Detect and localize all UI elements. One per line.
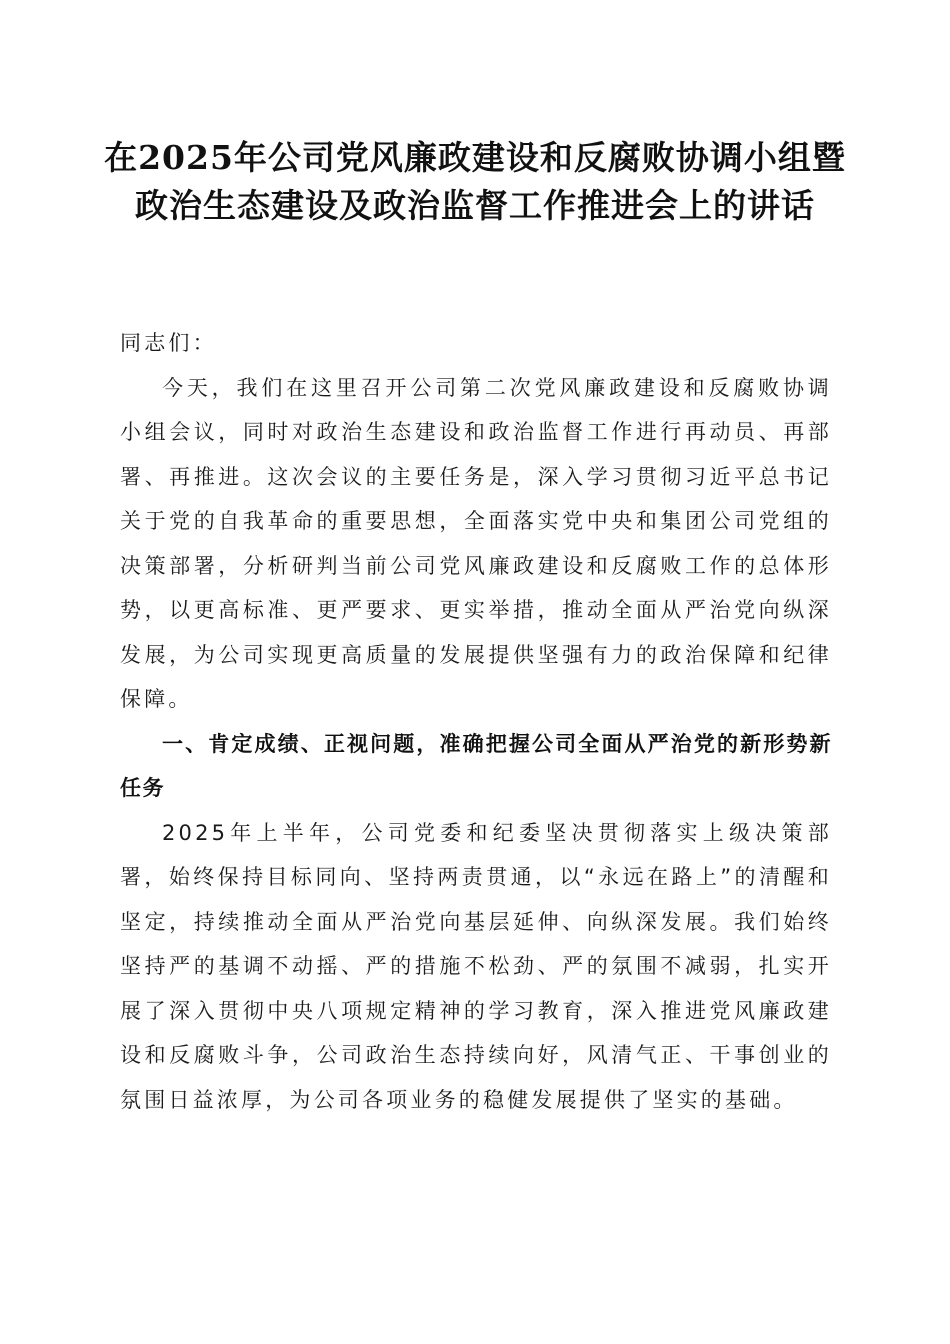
paragraph-section-1: 2025年上半年，公司党委和纪委坚决贯彻落实上级决策部署，始终保持目标同向、坚持两责贯通，以“永远在路上”的清醒和坚定，持续推动全面从严治党向基层延伸、向纵深发展。我们始终坚持严的基调不动摇、严的措施不松劲、严的氛围不减弱，扎实开展了深入贯彻中央八项规定精神的学习教育，深入推进党风廉政建设和反腐败斗争，公司政治生态持续向好，风清气正、干事创业的氛围日益浓厚，为公司各项业务的稳健发展提供了坚实的基础。 (120, 820, 832, 1112)
paragraph-intro: 今天，我们在这里召开公司第二次党风廉政建设和反腐败协调小组会议，同时对政治生态建设和政治监督工作进行再动员、再部署、再推进。这次会议的主要任务是，深入学习贯彻习近平总书记关于党的自我革命的重要思想，全面落实党中央和集团公司党组的决策部署，分析研判当前公司党风廉政建设和反腐败工作的总体形势，以更高标准、更严要求、更实举措，推动全面从严治党向纵深发展，为公司实现更高质量的发展提供坚强有力的政治保障和纪律保障。 (120, 375, 832, 711)
section-heading: 一、肯定成绩、正视问题，准确把握公司全面从严治党的新形势新任务 (120, 731, 832, 800)
document-title: 在2025年公司党风廉政建设和反腐败协调小组暨政治生态建设及政治监督工作推进会上的讲话 (104, 138, 846, 225)
document-body (120, 321, 832, 1122)
salutation: 同志们： (120, 331, 217, 355)
